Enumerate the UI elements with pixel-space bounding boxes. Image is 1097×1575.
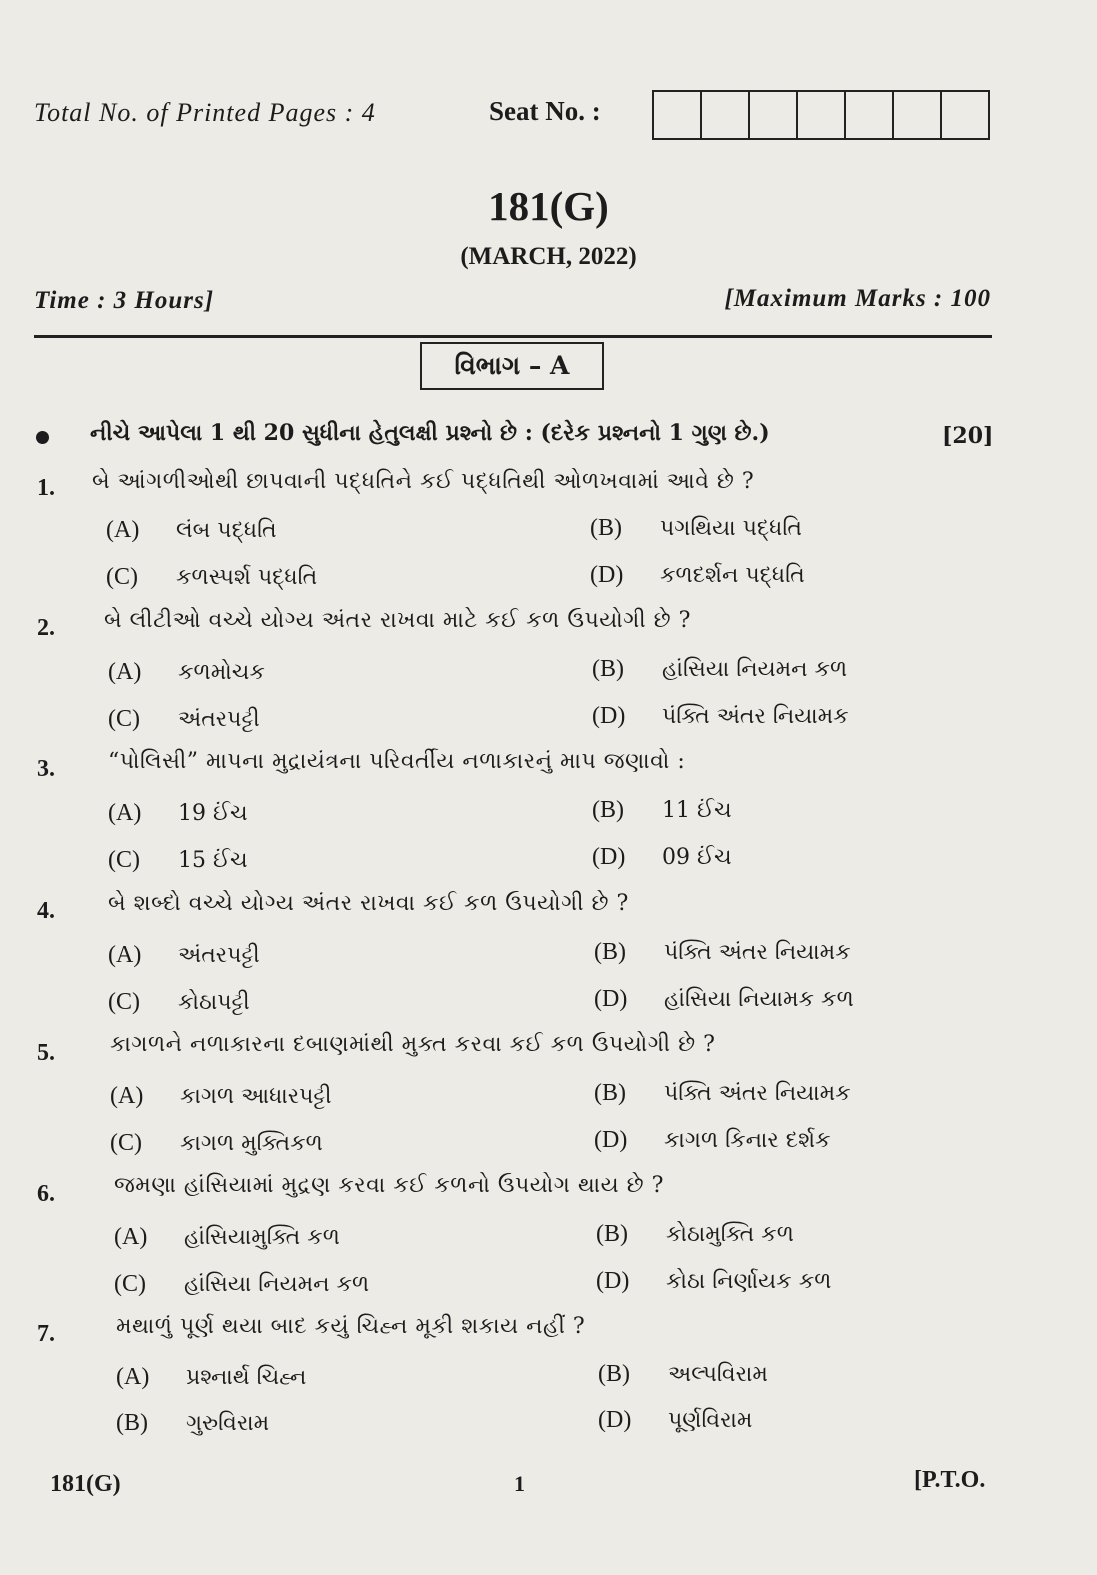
time-allowed: Time : 3 Hours] [34,287,215,314]
option-b: (B) 11 ઈંચ [592,797,732,823]
option-c: (C) કળસ્પર્શ પદ્ધતિ [106,564,318,590]
seat-box [942,92,988,138]
section-marks: [20] [942,423,994,449]
seat-number-boxes [652,90,990,140]
option-c: (C) 15 ઈંચ [108,847,248,873]
question-number: 1. [37,475,55,501]
option-c: (C) કોઠાપટ્ટી [108,989,250,1015]
option-d: (D) કાગળ કિનાર દર્શક [594,1127,831,1153]
question-number: 2. [37,615,55,641]
exam-session: (MARCH, 2022) [460,243,637,270]
option-b: (B) પગથિયા પદ્ધતિ [590,515,802,541]
maximum-marks: [Maximum Marks : 100 [724,285,991,312]
seat-box [846,92,894,138]
question-number: 5. [37,1040,55,1066]
option-c: (C) અંતરપટ્ટી [108,706,260,732]
option-d: (D) પૂર્ણવિરામ [598,1407,753,1433]
seat-box [798,92,846,138]
option-c: (C) હાંસિયા નિયમન કળ [114,1271,370,1297]
seat-box [750,92,798,138]
section-title: વિભાગ – A [420,342,604,390]
footer-paper-code: 181(G) [50,1471,121,1497]
question-number: 3. [37,756,55,782]
seat-box [702,92,750,138]
question-number: 7. [37,1321,55,1347]
option-a: (A) કળમોચક [108,659,265,685]
paper-code: 181(G) [488,183,609,229]
please-turn-over: [P.T.O. [914,1467,986,1493]
seat-box [894,92,942,138]
option-d: (D) કોઠા નિર્ણાયક કળ [596,1268,832,1294]
question-text: “પોલિસી” માપના મુદ્રાયંત્રના પરિવર્તીય નળાકારનું માપ જણાવો : [108,749,686,774]
option-d: (D) પંક્તિ અંતર નિયામક [592,703,849,729]
question-text: બે આંગળીઓથી છાપવાની પદ્ધતિને કઈ પદ્ધતિથી ઓળખવામાં આવે છે ? [92,469,755,494]
header-divider [34,335,992,338]
option-b: (B) પંક્તિ અંતર નિયામક [594,1080,851,1106]
option-d: (D) કળદર્શન પદ્ધતિ [590,562,805,588]
page-number: 1 [514,1471,525,1496]
option-a: (A) અંતરપટ્ટી [108,942,260,968]
seat-box [654,92,702,138]
seat-number-label: Seat No. : [489,96,601,126]
question-number: 4. [37,898,55,924]
option-b: (B) પંક્તિ અંતર નિયામક [594,939,851,965]
option-d: (D) હાંસિયા નિયામક કળ [594,986,854,1012]
question-text: બે શબ્દો વચ્ચે યોગ્ય અંતર રાખવા કઈ કળ ઉપયોગી છે ? [108,891,629,916]
option-a: (A) હાંસિયામુક્તિ કળ [114,1224,340,1250]
option-b: (B) હાંસિયા નિયમન કળ [592,656,848,682]
option-d: (D) 09 ઈંચ [592,844,732,870]
option-a: (A) લંબ પદ્ધતિ [106,517,277,543]
question-text: મથાળું પૂર્ણ થયા બાદ કયું ચિહ્ન મૂકી શકાય નહીં ? [116,1314,586,1339]
option-a: (A) પ્રશ્નાર્થ ચિહ્ન [116,1364,307,1390]
option-a: (A) 19 ઈંચ [108,800,248,826]
question-number: 6. [37,1181,55,1207]
question-text: કાગળને નળાકારના દબાણમાંથી મુક્ત કરવા કઈ કળ ઉપયોગી છે ? [110,1032,716,1057]
section-instruction: નીચે આપેલા 1 થી 20 સુધીના હેતુલક્ષી પ્રશ્નો છે : (દરેક પ્રશ્નનો 1 ગુણ છે.) [90,420,770,446]
option-b: (B) કોઠામુક્તિ કળ [596,1221,794,1247]
question-text: જમણા હાંસિયામાં મુદ્રણ કરવા કઈ કળનો ઉપયોગ થાય છે ? [114,1173,664,1198]
option-a: (A) કાગળ આધારપટ્ટી [110,1083,332,1109]
question-text: બે લીટીઓ વચ્ચે યોગ્ય અંતર રાખવા માટે કઈ કળ ઉપયોગી છે ? [104,608,691,633]
bullet-icon [36,431,49,444]
printed-pages-note: Total No. of Printed Pages : 4 [34,98,376,127]
option-b: (B) અલ્પવિરામ [598,1361,768,1387]
option-c: (C) કાગળ મુક્તિકળ [110,1130,323,1156]
option-c: (B) ગુરુવિરામ [116,1410,270,1436]
